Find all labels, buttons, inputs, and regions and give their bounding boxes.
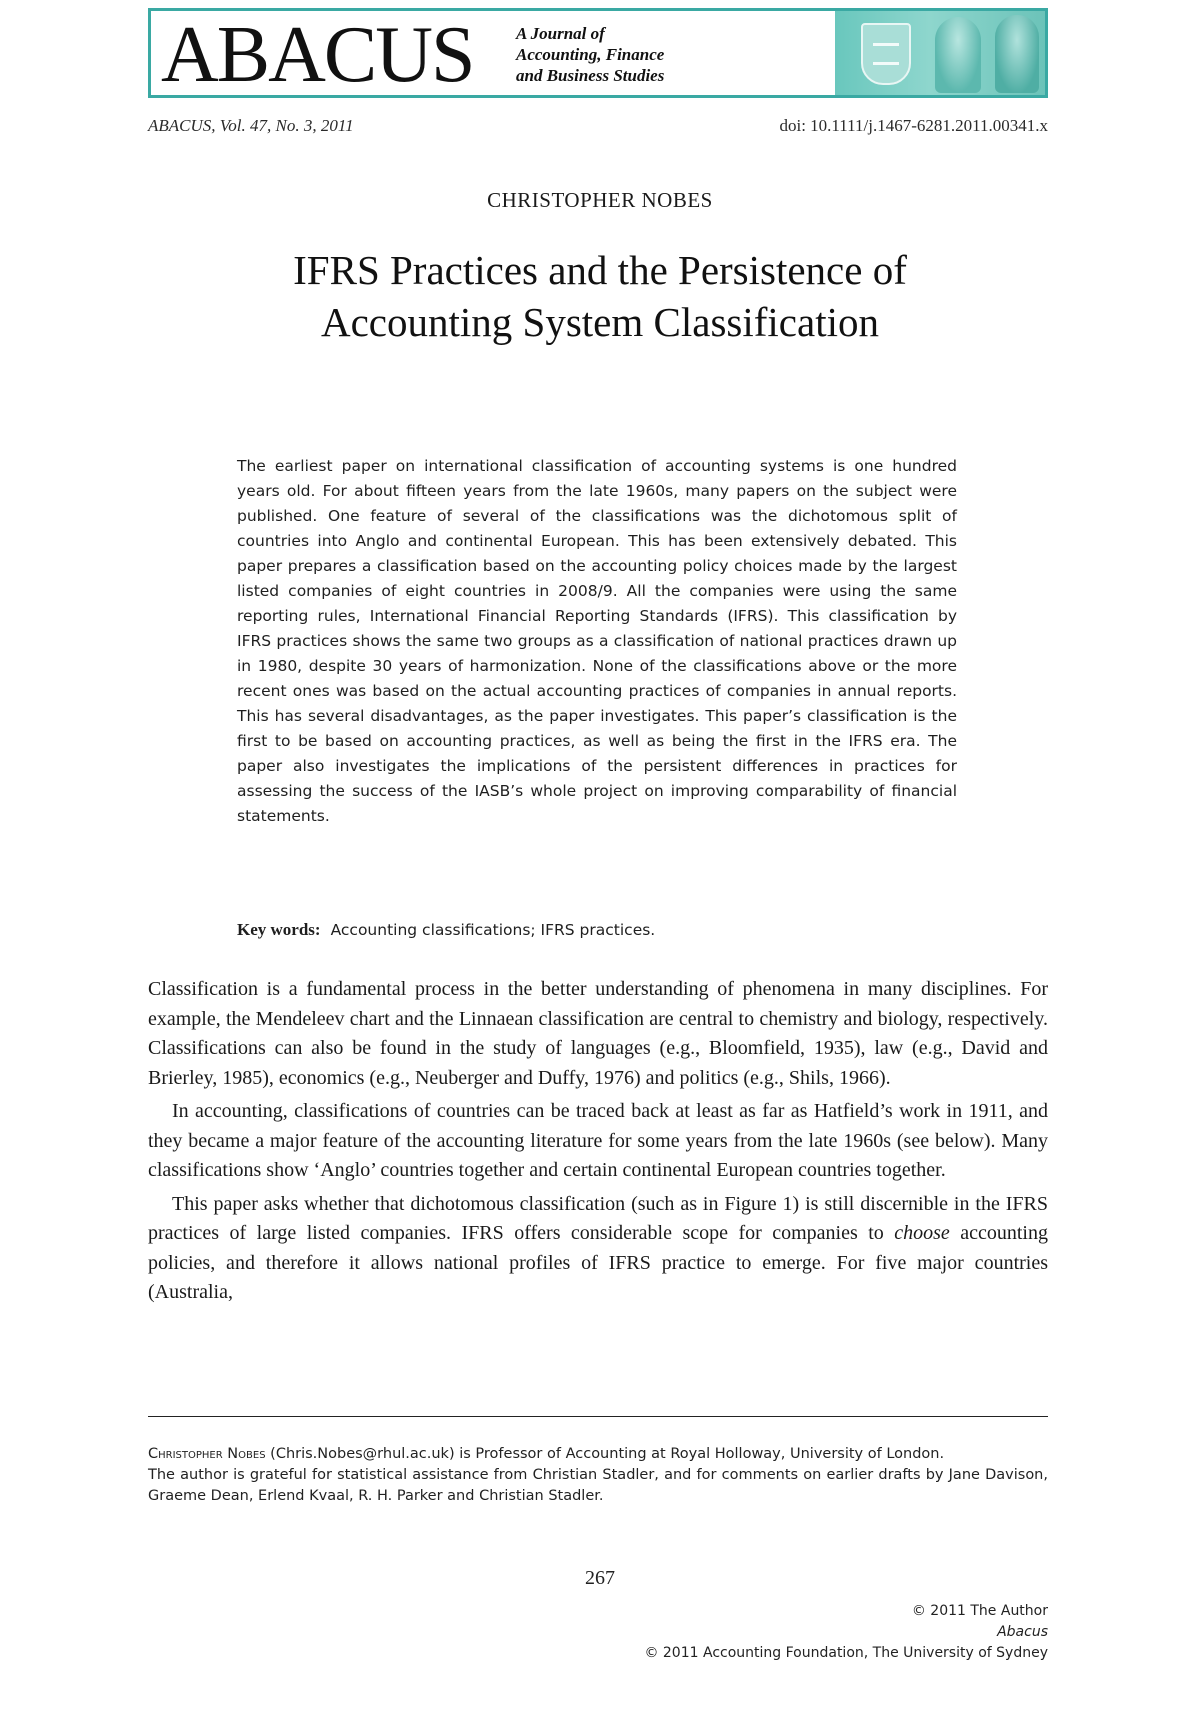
crest-icon — [861, 23, 911, 85]
journal-subtitle-line-1: A Journal of — [516, 24, 605, 43]
copyright-journal: Abacus — [997, 1624, 1048, 1640]
running-head-citation: ABACUS, Vol. 47, No. 3, 2011 — [148, 116, 354, 135]
portrait-icon — [935, 17, 981, 93]
copyright-line-1: © 2011 The Author — [911, 1603, 1048, 1619]
copyright-line-2 — [644, 1622, 1048, 1664]
copyright-holder: © 2011 Accounting Foundation, The University of Sydney — [644, 1645, 1048, 1661]
portrait-icon — [995, 15, 1039, 93]
journal-subtitle-line-3: and Business Studies — [516, 66, 665, 85]
body-paragraph-3-end: accounting policies, and therefore it allows national profiles of IFRS practice to emerge. For five major countries (Australia, — [148, 1222, 1048, 1303]
footnote-divider — [148, 1416, 1048, 1417]
journal-title: ABACUS — [161, 11, 474, 98]
footnote-author — [148, 1444, 1048, 1465]
footnote-author-name: Christopher Nobes — [148, 1446, 266, 1462]
body-paragraph-3 — [148, 1190, 1048, 1308]
journal-subtitle-line-2: Accounting, Finance — [516, 45, 665, 64]
article-title-line-1: IFRS Practices and the Persistence of — [293, 247, 907, 293]
body-paragraph-2: In accounting, classifications of countries can be traced back at least as far as Hatfield’s work in 1911, and they became a major feature of the accounting literature for some years from the late 1960s (see below). Many classifications show ‘Anglo’ countries together and certain continental European countries together. — [148, 1100, 1048, 1181]
footnotes — [148, 1444, 1048, 1507]
body-paragraph-1: Classification is a fundamental process in the better understanding of phenomena in many disciplines. For example, the Mendeleev chart and the Linnaean classification are central to chemistry and biology, respectively. Classifications can also be found in the study of languages (e.g., Bloomfield, 1935), law (e.g., David and Brierley, 1985), economics (e.g., Neuberger and Duffy, 1976) and politics (e.g., Shils, 1966). — [148, 978, 1048, 1089]
footnote-affiliation: (Chris.Nobes@rhul.ac.uk) is Professor of Accounting at Royal Holloway, University of London. — [265, 1446, 945, 1462]
body-text — [148, 975, 1048, 1308]
journal-subtitle — [516, 23, 696, 86]
article-title — [150, 244, 1050, 348]
keywords — [237, 918, 957, 942]
keywords-label: Key words: — [237, 920, 321, 939]
keywords-text: Accounting classifications; IFRS practices. — [330, 921, 656, 939]
abstract: The earliest paper on international classification of accounting systems is one hundred years old. For about fifteen years from the late 1960s, many papers on the subject were published. One feature of several of the classifications was the dichotomous split of countries into Anglo and continental European. This has been extensively debated. This paper prepares a classification based on the accounting policy choices made by the largest listed companies of eight countries in 2008/9. All the companies were using the same reporting rules, International Financial Reporting Standards (IFRS). This classification by IFRS practices shows the same two groups as a classification of national practices drawn up in 1980, despite 30 years of harmonization. None of the classifications above or the more recent ones was based on the actual accounting practices of companies in annual reports. This has several disadvantages, as the paper investigates. This paper’s classification is the first to be based on accounting practices, as well as being the first in the IFRS era. The paper also investigates the implications of the persistent differences in practices for assessing the success of the IASB’s whole project on improving comparability of financial statements. — [237, 457, 957, 825]
masthead-artwork — [835, 11, 1045, 95]
running-head-doi: doi: 10.1111/j.1467-6281.2011.00341.x — [779, 116, 1048, 135]
footnote-acknowledgement: The author is grateful for statistical assistance from Christian Stadler, and for comments on earlier drafts by Jane Davison, Graeme Dean, Erlend Kvaal, R. H. Parker and Christian Stadler. — [148, 1467, 1048, 1504]
copyright-notice — [644, 1601, 1048, 1664]
journal-masthead — [148, 8, 1048, 98]
page-number: 267 — [585, 1567, 615, 1589]
body-emphasis: choose — [894, 1222, 950, 1244]
article-title-line-2: Accounting System Classification — [321, 299, 879, 345]
body-paragraph-3-start: This paper asks whether that dichotomous classification (such as in Figure 1) is still discernible in the IFRS practices of large listed companies. IFRS offers considerable scope for companies to — [148, 1192, 1048, 1244]
article-author: CHRISTOPHER NOBES — [487, 188, 713, 212]
